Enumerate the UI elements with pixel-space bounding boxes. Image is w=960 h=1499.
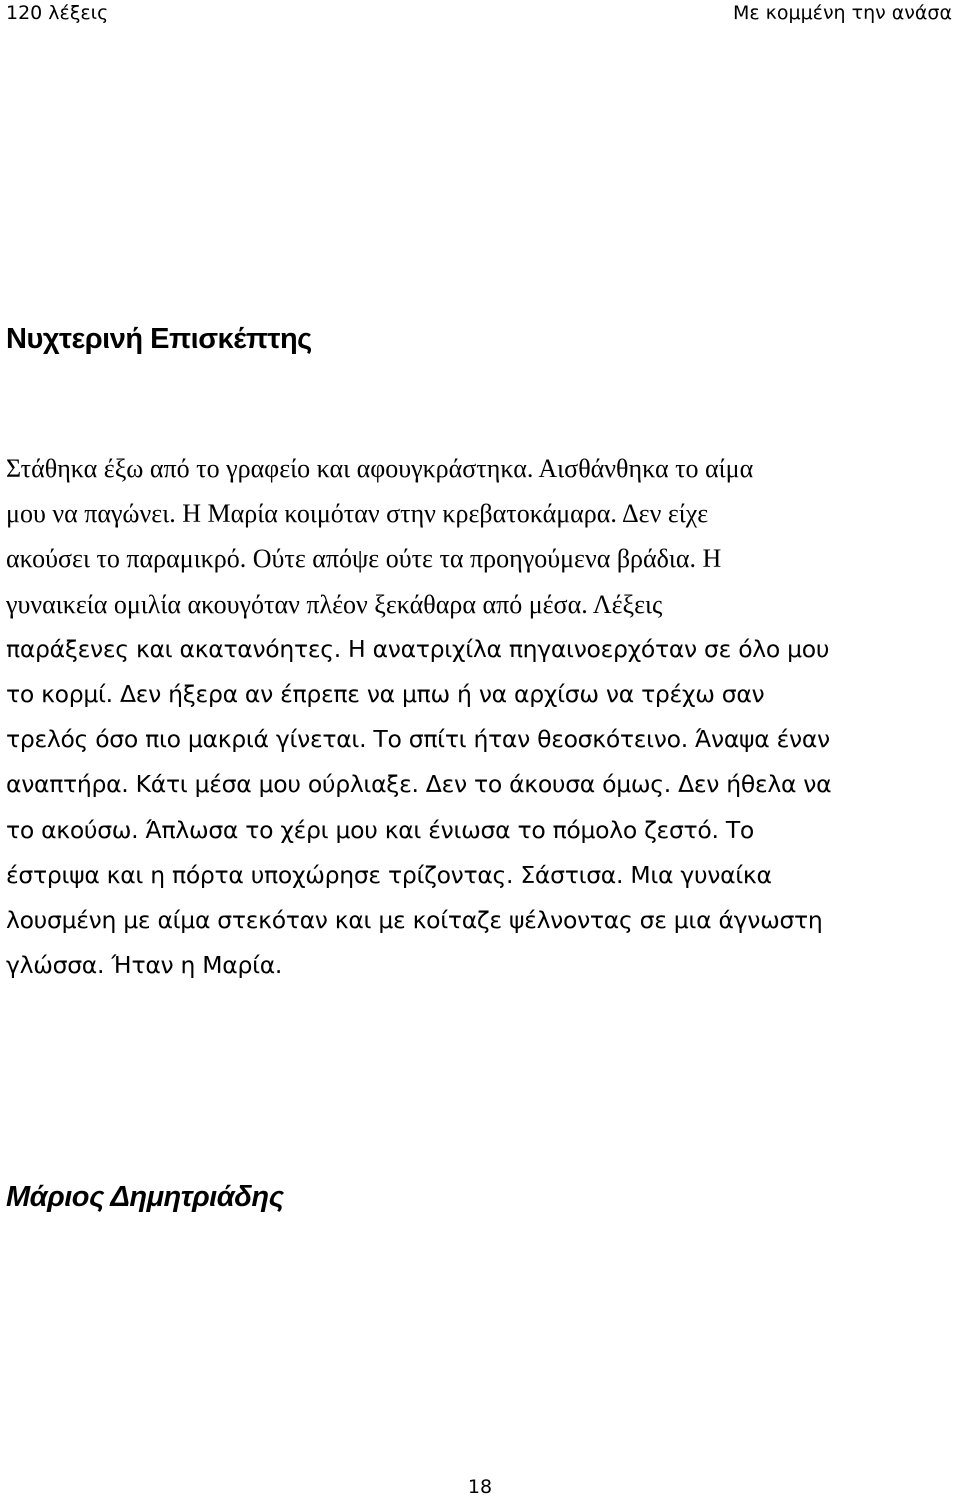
story-line: το κορμί. Δεν ήξερα αν έπρεπε να μπω ή να αρχίσω να τρέχω σαν <box>6 679 765 708</box>
story-line: αναπτήρα. Κάτι μέσα μου ούρλιαξε. Δεν το άκουσα όμως. Δεν ήθελα να <box>6 770 832 799</box>
story-line: λουσμένη με αίμα στεκόταν και με κοίταζε ψέλνοντας σε μια άγνωστη <box>6 905 823 934</box>
story-line: έστριψα και η πόρτα υποχώρησε τρίζοντας. Σάστισα. Μια γυναίκα <box>6 860 772 889</box>
story-line: το ακούσω. Άπλωσα το χέρι μου και ένιωσα το πόμολο ζεστό. Το <box>6 815 754 844</box>
story-line: γυναικεία ομιλία ακουγόταν πλέον ξεκάθαρα από μέσα. Λέξεις <box>6 589 663 619</box>
story-title: Νυχτερινή Επισκέπτης <box>6 323 312 355</box>
story-body <box>6 446 956 988</box>
story-line: γλώσσα. Ήταν η Μαρία. <box>6 951 283 980</box>
story-line: μου να παγώνει. Η Μαρία κοιμόταν στην κρεβατοκάμαρα. Δεν είχε <box>6 499 709 529</box>
running-header-book-title: Με κομμένη την ανάσα <box>732 2 952 24</box>
running-header-word-count: 120 λέξεις <box>6 2 109 24</box>
story-line: Στάθηκα έξω από το γραφείο και αφουγκράστηκα. Αισθάνθηκα το αίμα <box>6 454 754 483</box>
story-line: τρελός όσο πιο μακριά γίνεται. Το σπίτι ήταν θεοσκότεινο. Άναψα έναν <box>6 725 830 754</box>
story-line: παράξενες και ακατανόητες. Η ανατριχίλα πηγαινοερχόταν σε όλο μου <box>6 634 830 663</box>
story-author: Μάριος Δημητριάδης <box>6 1181 284 1213</box>
story-line: ακούσει το παραμικρό. Ούτε απόψε ούτε τα προηγούμενα βράδια. Η <box>6 544 722 574</box>
page-number: 18 <box>467 1476 493 1498</box>
